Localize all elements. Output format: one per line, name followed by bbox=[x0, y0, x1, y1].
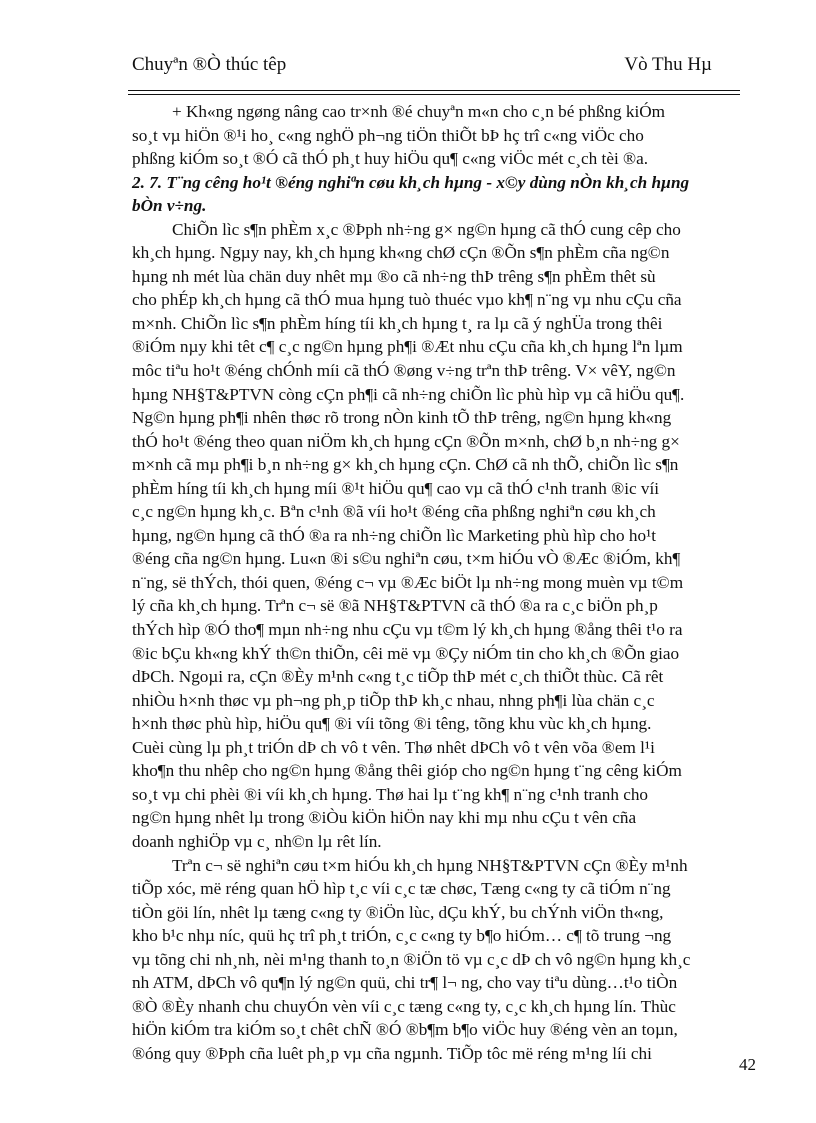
text-line: ChiÕn lìc s¶n phÈm x¸c ®Þph nh÷ng g× ng©n hµng cã thÓ cung cêp cho bbox=[172, 219, 681, 239]
text-line: so¸t vµ chi phèi ®i víi kh¸ch hµng. Thø hai lµ t¨ng kh¶ n¨ng c¹nh tranh cho bbox=[132, 784, 649, 804]
text-line: nhiÒu h×nh thøc vµ ph¬ng ph¸p tiÕp thÞ kh¸c nhau, nhng ph¶i lùa chän c¸c bbox=[132, 690, 655, 710]
text-line: ®Ò ®Èy nhanh chu chuyÓn vèn víi c¸c tæng c«ng ty, c¸c kh¸ch hµng lín. Thùc bbox=[132, 996, 676, 1016]
header-author: Vò Thu Hµ bbox=[624, 54, 712, 75]
text-line: lý cña kh¸ch hµng. Trªn c¬ së ®ã NH§T&PTVN cã thÓ ®a ra c¸c biÖn ph¸p bbox=[132, 596, 658, 616]
text-line: nh ATM, dÞCh vô qu¶n lý ng©n quü, chi tr¶ l¬ ng, cho vay tiªu dùng…t¹o tiÒn bbox=[132, 973, 678, 993]
document-body bbox=[132, 100, 740, 1065]
text-line: m×nh. ChiÕn lìc s¶n phÈm híng tíi kh¸ch hµng t¸ ra lµ cã ý nghÜa trong thêi bbox=[132, 313, 663, 333]
text-line: phßng kiÓm so¸t ®Ó cã thÓ ph¸t huy hiÖu qu¶ c«ng viÖc mét c¸ch tèi ®a. bbox=[132, 149, 649, 169]
page-number: 42 bbox=[739, 1055, 756, 1074]
text-line: h×nh thøc phù hìp, hiÖu qu¶ ®i víi tõng ®i têng, tõng khu vùc kh¸ch hµng. bbox=[132, 714, 652, 734]
header-rule-bottom bbox=[128, 94, 740, 95]
header-left-title: Chuyªn ®Ò thúc têp bbox=[132, 54, 287, 75]
text-line: kho b¹c nhµ níc, quü hç trî ph¸t triÓn, c¸c c«ng ty b¶o hiÓm… c¶ tõ trung ¬ng bbox=[132, 926, 672, 946]
text-line: + Kh«ng ngøng nâng cao tr×nh ®é chuyªn m«n cho c¸n bé phßng kiÓm bbox=[172, 102, 666, 121]
text-line: Ng©n hµng ph¶i nhên thøc rõ trong nÒn kinh tÕ thÞ trêng, ng©n hµng kh«ng bbox=[132, 408, 672, 428]
text-line: tiÕp xóc, më réng quan hÖ hìp t¸c víi c¸c tæ chøc, Tæng c«ng ty cã tiÓm n¨ng bbox=[132, 879, 671, 899]
text-line: ®éng cña ng©n hµng. Lu«n ®i s©u nghiªn cøu, t×m hiÓu vÒ ®Æc ®iÓm, kh¶ bbox=[132, 549, 681, 569]
text-line: hiÖn kiÓm tra kiÓm so¸t chêt chÑ ®Ó ®b¶m b¶o viÖc huy ®éng vèn an toµn, bbox=[132, 1020, 678, 1040]
text-line: doanh nghiÖp vµ c¸ nh©n lµ rêt lín. bbox=[132, 831, 382, 851]
header-rule-top bbox=[128, 90, 740, 91]
text-line: thÓ ho¹t ®éng theo quan niÖm kh¸ch hµng cÇn ®Õn m×nh, chØ b¸n nh÷ng g× bbox=[132, 431, 680, 451]
text-line: n¨ng, së thÝch, thói quen, ®éng c¬ vµ ®Æc biÖt lµ nh÷ng mong muèn vµ t©m bbox=[132, 572, 684, 592]
section-heading: 2. 7. T¨ng cêng ho¹t ®éng nghiªn cøu kh¸ch hµng - x©y dùng nÒn kh¸ch hµng bbox=[132, 172, 690, 192]
text-line: dÞCh. Ngoµi ra, cÇn ®Èy m¹nh c«ng t¸c tiÕp thÞ mét c¸ch thiÕt thùc. Cã rêt bbox=[132, 667, 664, 687]
text-line: Cuèi cùng lµ ph¸t triÓn dÞ ch vô t vên. Thø nhêt dÞCh vô t vên võa ®em l¹i bbox=[132, 737, 655, 757]
text-line: hµng nh mét lùa chän duy nhêt mµ ®o cã nh÷ng thÞ trêng s¶n phÈm thêt sù bbox=[132, 266, 656, 286]
text-line: kho¶n thu nhêp cho ng©n hµng ®ång thêi gióp cho ng©n hµng t¨ng cêng kiÓm bbox=[132, 761, 682, 781]
text-line: thÝch hìp ®Ó tho¶ mµn nh÷ng nhu cÇu vµ t©m lý kh¸ch hµng ®ång thêi t¹o ra bbox=[132, 620, 683, 640]
text-line: ®iÓm nµy khi têt c¶ c¸c ng©n hµng ph¶i ®Æt nhu cÇu cña kh¸ch hµng lªn lµm bbox=[132, 337, 683, 357]
text-line: cho phÉp kh¸ch hµng cã thÓ mua hµng tuò thuéc vµo kh¶ n¨ng vµ nhu cÇu cña bbox=[132, 290, 682, 310]
text-line: kh¸ch hµng. Ngµy nay, kh¸ch hµng kh«ng chØ cÇn ®Õn s¶n phÈm cña ng©n bbox=[132, 243, 670, 263]
section-heading: bÒn v÷ng. bbox=[132, 196, 207, 216]
text-line: phÈm híng tíi kh¸ch hµng míi ®¹t hiÖu qu¶ cao vµ cã thÓ c¹nh tranh ®ic víi bbox=[132, 478, 660, 498]
text-line: hµng NH§T&PTVN còng cÇn ph¶i cã nh÷ng chiÕn lìc phù hìp vµ cã hiÖu qu¶. bbox=[132, 384, 685, 404]
text-line: tiÒn göi lín, nhêt lµ tæng c«ng ty ®iÖn lùc, dÇu khÝ, bu chÝnh viÖn th«ng, bbox=[132, 902, 664, 922]
text-line: so¸t vµ hiÖn ®¹i ho¸ c«ng nghÖ ph¬ng tiÖn thiÕt bÞ hç trî c«ng viÖc cho bbox=[132, 125, 644, 145]
text-line: môc tiªu ho¹t ®éng chÓnh míi cã thÓ ®øng v÷ng trªn thÞ trêng. V× vêY, ng©n bbox=[132, 361, 676, 381]
text-line: m×nh cã mµ ph¶i b¸n nh÷ng g× kh¸ch hµng cÇn. ChØ cã nh thÕ, chiÕn lìc s¶n bbox=[132, 455, 679, 475]
text-line: ®óng quy ®Þph cña luêt ph¸p vµ cña ngµnh. TiÕp tôc më réng m¹ng líi chi bbox=[132, 1043, 652, 1063]
text-line: ®ic bÇu kh«ng khÝ th©n thiÕn, cêi më vµ ®Çy niÓm tin cho kh¸ch ®Õn giao bbox=[132, 643, 680, 663]
text-line: hµng, ng©n hµng cã thÓ ®a ra nh÷ng chiÕn lìc Marketing phù hìp cho ho¹t bbox=[132, 525, 657, 545]
text-line: c¸c ng©n hµng kh¸c. Bªn c¹nh ®ã víi ho¹t ®éng cña phßng nghiªn cøu kh¸ch bbox=[132, 502, 656, 522]
text-line: ng©n hµng nhêt lµ trong ®iÒu kiÖn hiÖn nay khi mµ nhu cÇu t vên cña bbox=[132, 808, 637, 828]
text-line: Trªn c¬ së nghiªn cøu t×m hiÓu kh¸ch hµng NH§T&PTVN cÇn ®Èy m¹nh bbox=[172, 855, 688, 875]
text-line: vµ tõng chi nh¸nh, nèi m¹ng thanh to¸n ®iÖn tö vµ c¸c dÞ ch vô ng©n hµng kh¸c bbox=[132, 949, 691, 969]
